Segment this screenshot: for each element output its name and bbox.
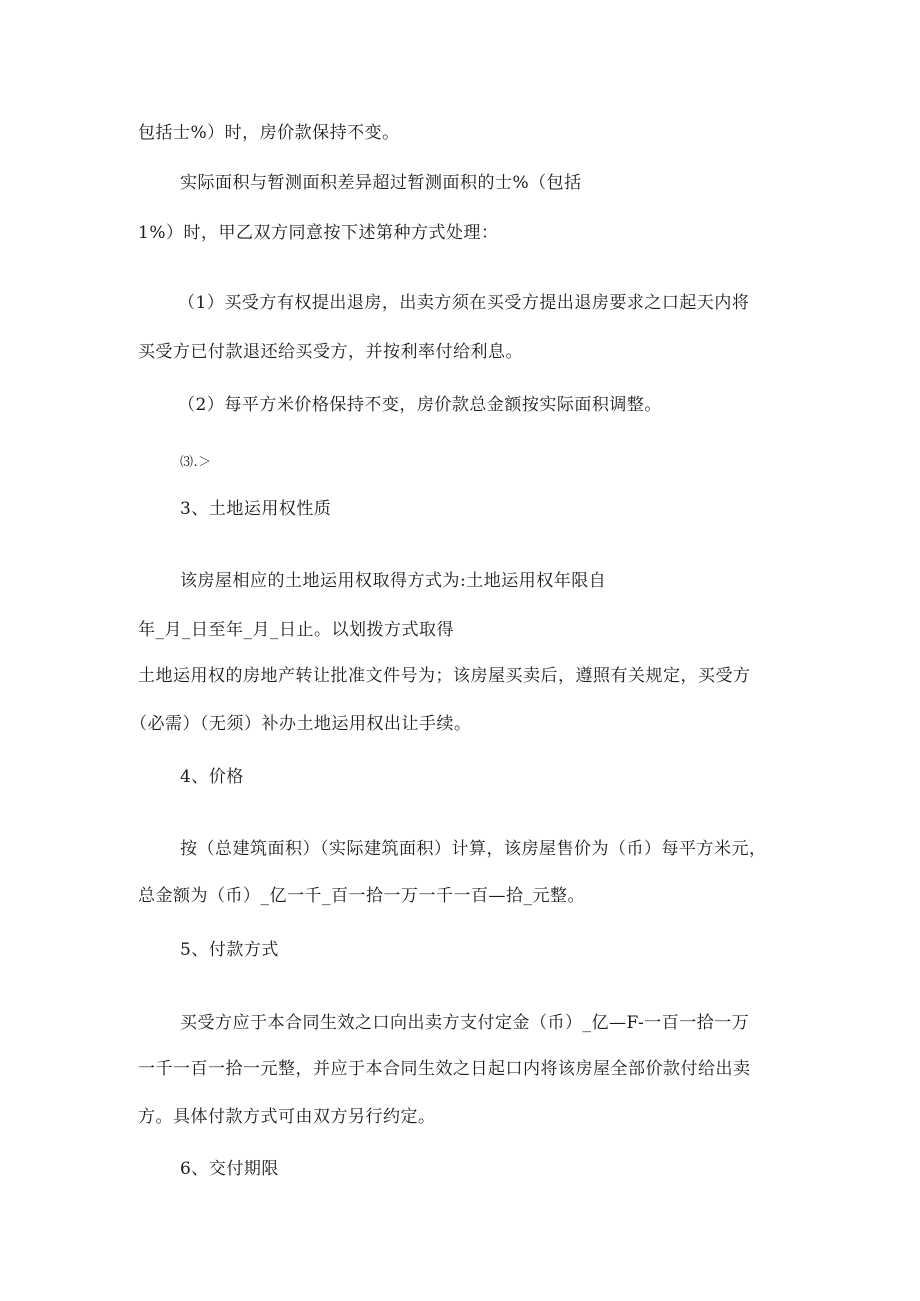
- section-heading-4: 4、价格: [180, 767, 244, 787]
- paragraph-line: （必需）（无须）补办土地运用权出让手续。: [130, 714, 472, 734]
- section-heading-5: 5、付款方式: [180, 940, 279, 960]
- paragraph-line: 年_月_日至年_月_日止。以划拨方式取得: [138, 620, 454, 640]
- list-item-1: （1）买受方有权提出退房，出卖方须在买受方提出退房要求之口起天内将: [178, 293, 750, 313]
- list-item-3: ⑶.＞: [180, 455, 212, 470]
- paragraph-line: 一千一百一拾一元整，并应于本合同生效之日起口内将该房屋全部价款付给出卖: [138, 1059, 751, 1079]
- section-heading-3: 3、土地运用权性质: [180, 499, 332, 519]
- paragraph-line: 该房屋相应的土地运用权取得方式为:土地运用权年限自: [180, 571, 607, 591]
- paragraph-line: 1%）时，甲乙双方同意按下述第种方式处理：: [138, 223, 499, 243]
- paragraph-line: 总金额为（币）_亿一千_百一拾一万一千一百—拾_元整。: [138, 886, 585, 906]
- paragraph-line: 买受方已付款退还给买受方，并按利率付给利息。: [138, 342, 523, 362]
- list-item-2: （2）每平方米价格保持不变，房价款总金额按实际面积调整。: [178, 395, 662, 415]
- paragraph-line: 方。具体付款方式可由双方另行约定。: [138, 1107, 436, 1127]
- section-heading-6: 6、交付期限: [180, 1159, 279, 1179]
- paragraph-line: 包括士%）时，房价款保持不变。: [138, 123, 400, 143]
- paragraph-line: 买受方应于本合同生效之口向出卖方支付定金（币）_亿—F-一百一拾一万: [180, 1013, 750, 1033]
- paragraph-line: 土地运用权的房地产转让批准文件号为；该房屋买卖后，遵照有关规定，买受方: [138, 666, 751, 686]
- paragraph-line: 实际面积与暂测面积差异超过暂测面积的士%（包括: [180, 173, 582, 193]
- paragraph-line: 按（总建筑面积）（实际建筑面积）计算，该房屋售价为（币）每平方米元，: [180, 839, 767, 859]
